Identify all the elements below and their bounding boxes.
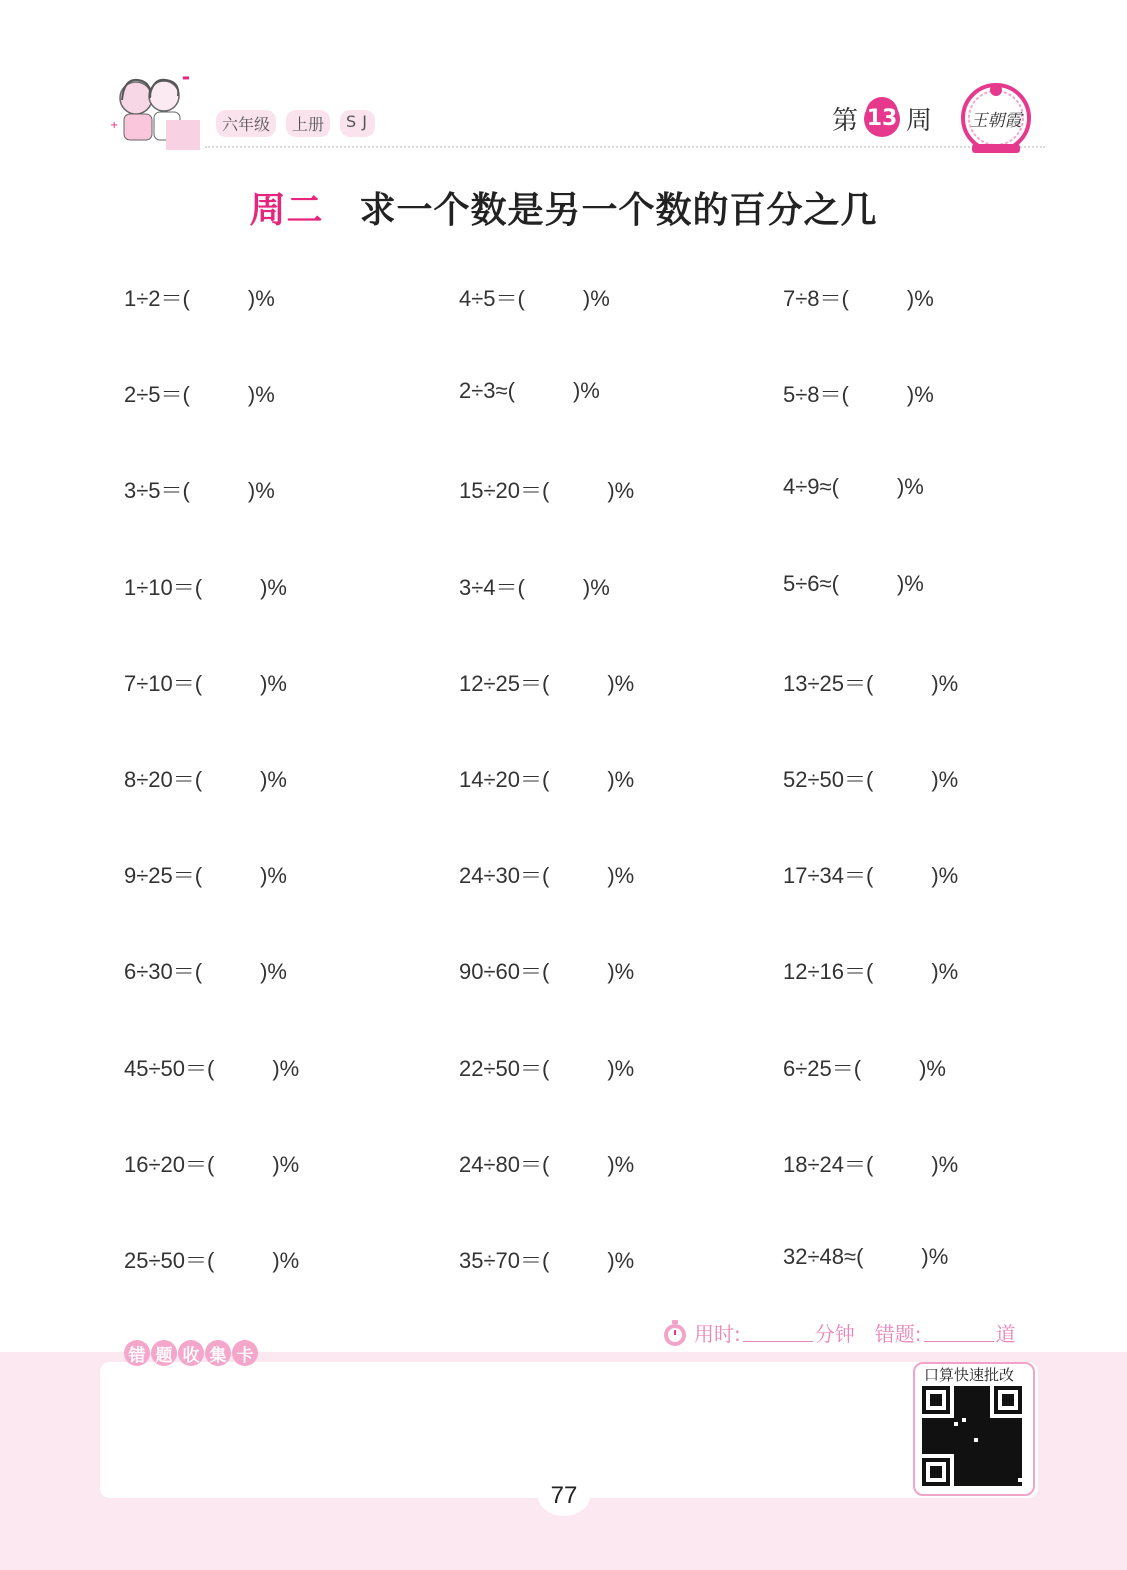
problem-tail: )% [921,1244,949,1269]
problem-tail: )% [607,1151,635,1177]
problem-expression: 45÷50＝( [124,1055,215,1081]
time-unit: 分钟 [814,1322,855,1346]
problem-item [783,282,934,313]
time-blank[interactable] [743,1323,813,1342]
problem-item [783,1052,946,1083]
problem-expression: 1÷2＝( [124,286,190,311]
grade-tag: 六年级 [216,110,276,137]
problem-expression: 4÷9≈( [783,474,839,500]
problem-tail: )% [272,1248,300,1273]
edition-tag: SJ [340,110,375,137]
problem-expression: 17÷34＝( [783,863,874,889]
errors-unit: 道 [995,1322,1016,1346]
card-label-char: 卡 [232,1340,258,1366]
problem-tail: )% [607,863,635,889]
problem-item [459,571,610,602]
problem-item [124,571,287,602]
problem-tail: )% [607,670,635,696]
problem-tail: )% [260,670,287,696]
problem-tail: )% [906,286,934,311]
problem-expression: 7÷8＝( [783,286,849,311]
problem-tail: )% [906,382,934,408]
problem-item [124,1052,299,1083]
problem-item [783,763,958,794]
problem-item [783,1244,948,1270]
problem-expression: 90÷60＝( [459,959,550,985]
brand-text: 王朝霞 [970,111,1022,131]
problem-tail: )% [247,382,275,408]
problem-item [783,955,958,986]
problem-item [124,474,275,505]
problem-tail: )% [260,574,287,600]
problem-tail: )% [272,1151,300,1177]
problem-expression: 22÷50＝( [459,1055,550,1081]
problem-expression: 8÷20＝( [124,767,203,792]
problem-item [783,474,924,500]
volume-tag: 上册 [286,110,330,137]
problem-expression: 4÷5＝( [459,286,525,311]
problem-item [459,763,634,794]
children-illustration [104,70,204,155]
problem-expression: 24÷80＝( [459,1151,550,1177]
problem-item [124,378,275,409]
topic-label: 求一个数是另一个数的百分之几 [359,190,878,231]
problem-item [124,859,287,890]
problem-tail: )% [919,1055,946,1081]
problem-item [459,859,634,890]
problem-tail: )% [607,959,635,985]
problem-expression: 52÷50＝( [783,767,874,792]
card-label-char: 错 [124,1340,150,1366]
problem-item [783,667,958,698]
header-divider [205,146,1045,148]
problem-tail: )% [931,767,959,792]
problem-expression: 25÷50＝( [124,1248,215,1273]
problem-tail: )% [607,478,635,504]
problem-tail: )% [931,863,959,889]
problem-expression: 15÷20＝( [459,478,550,504]
week-indicator [832,100,932,137]
problem-expression: 6÷25＝( [783,1055,862,1081]
svg-text:+: + [110,120,119,131]
problem-tail: )% [260,767,287,792]
page-number: 77 [538,1476,590,1516]
problem-tail: )% [607,1248,635,1273]
problem-tail: )% [896,474,924,500]
problem-tail: )% [931,1151,959,1177]
stopwatch-icon [662,1319,688,1347]
problem-item [124,282,275,313]
problem-expression: 12÷16＝( [783,959,874,985]
problem-expression: 5÷6≈( [783,570,839,596]
problem-item [783,859,958,890]
problem-expression: 18÷24＝( [783,1151,874,1177]
problem-tail: )% [896,570,924,596]
problem-item [124,1148,299,1179]
error-card-label [124,1340,258,1366]
page-title [0,182,1127,233]
problem-item [459,1052,634,1083]
week-prefix: 第 [832,106,859,136]
problem-expression: 1÷10＝( [124,574,203,600]
brand-logo [958,80,1034,158]
card-label-char: 题 [151,1340,177,1366]
stats-bar [662,1318,1016,1347]
problem-item [124,667,287,698]
problem-tail: )% [247,478,275,504]
problem-item [459,955,634,986]
problem-item [783,571,924,597]
card-label-char: 集 [205,1340,231,1366]
problem-tail: )% [607,767,635,792]
problem-tail: )% [572,378,600,404]
problem-tail: )% [582,574,610,600]
problem-expression: 5÷8＝( [783,382,849,408]
problem-item [783,378,934,409]
problem-expression: 35÷70＝( [459,1248,550,1273]
week-suffix: 周 [906,106,933,136]
problem-expression: 12÷25＝( [459,670,550,696]
problem-expression: 2÷5＝( [124,382,190,408]
problem-expression: 7÷10＝( [124,670,203,696]
problem-expression: 24÷30＝( [459,863,550,889]
problem-expression: 13÷25＝( [783,670,874,696]
problem-expression: 14÷20＝( [459,767,550,792]
problem-expression: 32÷48≈( [783,1244,864,1269]
time-label: 用时: [694,1322,741,1346]
problem-tail: )% [260,863,287,889]
problem-item [459,474,634,505]
problem-tail: )% [272,1055,300,1081]
problem-item [124,1244,299,1275]
problem-item [459,378,600,404]
problem-tail: )% [247,286,275,311]
grade-tags [216,110,375,137]
problem-tail: )% [607,1055,635,1081]
problem-expression: 16÷20＝( [124,1151,215,1177]
problem-tail: )% [931,670,959,696]
qr-code-icon[interactable] [922,1386,1022,1486]
day-label: 周二 [249,190,324,231]
problem-item [124,763,287,794]
problem-expression: 3÷4＝( [459,574,525,600]
qr-caption: 口算快速批改 [924,1366,1015,1384]
problem-expression: 2÷3≈( [459,378,515,404]
problem-item [459,667,634,698]
svg-text:▬: ▬ [182,73,190,82]
problem-item [459,282,610,313]
problem-expression: 6÷30＝( [124,959,203,985]
problem-item [124,955,287,986]
problem-expression: 9÷25＝( [124,863,203,889]
week-number-badge: 13 [864,101,900,137]
errors-blank[interactable] [924,1323,994,1342]
problem-tail: )% [260,959,287,985]
card-label-char: 收 [178,1340,204,1366]
problem-tail: )% [582,286,610,311]
problem-expression: 3÷5＝( [124,478,190,504]
problem-item [783,1148,958,1179]
problem-tail: )% [931,959,959,985]
problem-item [459,1148,634,1179]
errors-label: 错题: [874,1322,922,1346]
problem-item [459,1244,634,1275]
